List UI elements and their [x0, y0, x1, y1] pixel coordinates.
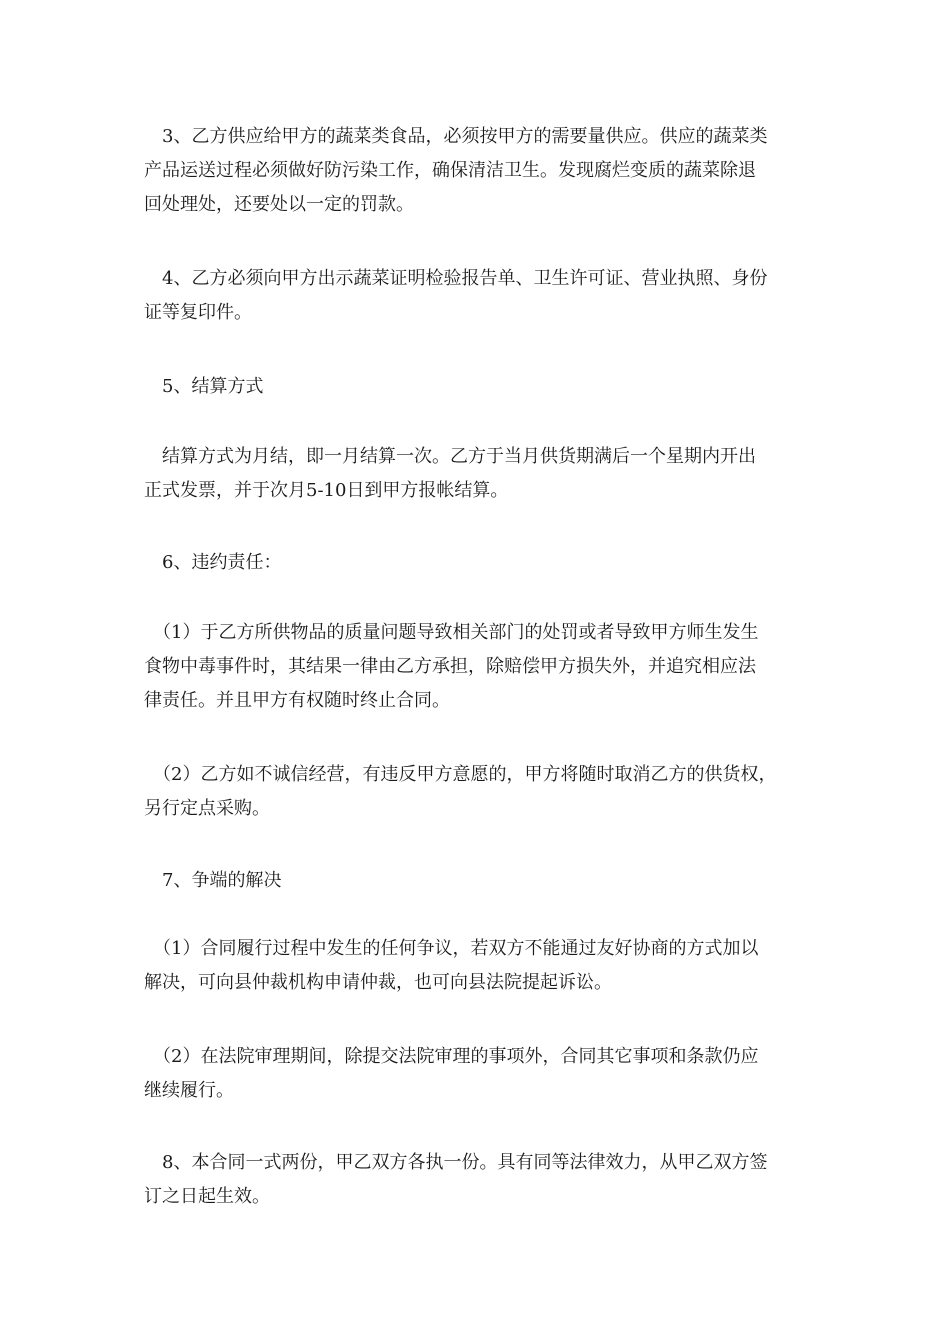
text-line: 7、争端的解决	[144, 870, 282, 891]
paragraph-clause-7-heading	[144, 864, 824, 898]
text-line: 继续履行。	[144, 1080, 234, 1101]
text-line: 结算方式为月结，即一月结算一次。乙方于当月供货期满后一个星期内开出	[144, 446, 756, 467]
text-line: 律责任。并且甲方有权随时终止合同。	[144, 690, 450, 711]
paragraph-clause-6-heading	[144, 546, 824, 580]
text-line: 6、违约责任：	[144, 552, 282, 573]
paragraph-clause-6-1	[144, 616, 824, 718]
text-line: 另行定点采购。	[144, 798, 270, 819]
paragraph-clause-8	[144, 1146, 824, 1214]
text-line: （1）合同履行过程中发生的任何争议，若双方不能通过友好协商的方式加以	[144, 938, 759, 959]
text-line: （1）于乙方所供物品的质量问题导致相关部门的处罚或者导致甲方师生发生	[144, 622, 759, 643]
paragraph-clause-5-heading	[144, 370, 824, 404]
text-line: 回处理处，还要处以一定的罚款。	[144, 194, 414, 215]
text-line: 5、结算方式	[144, 376, 264, 397]
text-line: 食物中毒事件时，其结果一律由乙方承担，除赔偿甲方损失外，并追究相应法	[144, 656, 756, 677]
paragraph-clause-4	[144, 262, 824, 330]
text-line: 解决，可向县仲裁机构申请仲裁，也可向县法院提起诉讼。	[144, 972, 612, 993]
text-line: 产品运送过程必须做好防污染工作，确保清洁卫生。发现腐烂变质的蔬菜除退	[144, 160, 756, 181]
text-line: 订之日起生效。	[144, 1186, 270, 1207]
paragraph-clause-3	[144, 120, 824, 222]
text-line: （2）在法院审理期间，除提交法院审理的事项外，合同其它事项和条款仍应	[144, 1046, 759, 1067]
text-line: （2）乙方如不诚信经营，有违反甲方意愿的，甲方将随时取消乙方的供货权，	[144, 764, 777, 785]
paragraph-clause-7-1	[144, 932, 824, 1000]
paragraph-clause-7-2	[144, 1040, 824, 1108]
paragraph-clause-5-body	[144, 440, 824, 508]
text-line: 4、乙方必须向甲方出示蔬菜证明检验报告单、卫生许可证、营业执照、身份	[144, 268, 768, 289]
text-line: 3、乙方供应给甲方的蔬菜类食品，必须按甲方的需要量供应。供应的蔬菜类	[144, 126, 768, 147]
text-line: 证等复印件。	[144, 302, 252, 323]
text-line: 正式发票，并于次月5-10日到甲方报帐结算。	[144, 480, 509, 501]
paragraph-clause-6-2	[144, 758, 824, 826]
text-line: 8、本合同一式两份，甲乙双方各执一份。具有同等法律效力，从甲乙双方签	[144, 1152, 768, 1173]
